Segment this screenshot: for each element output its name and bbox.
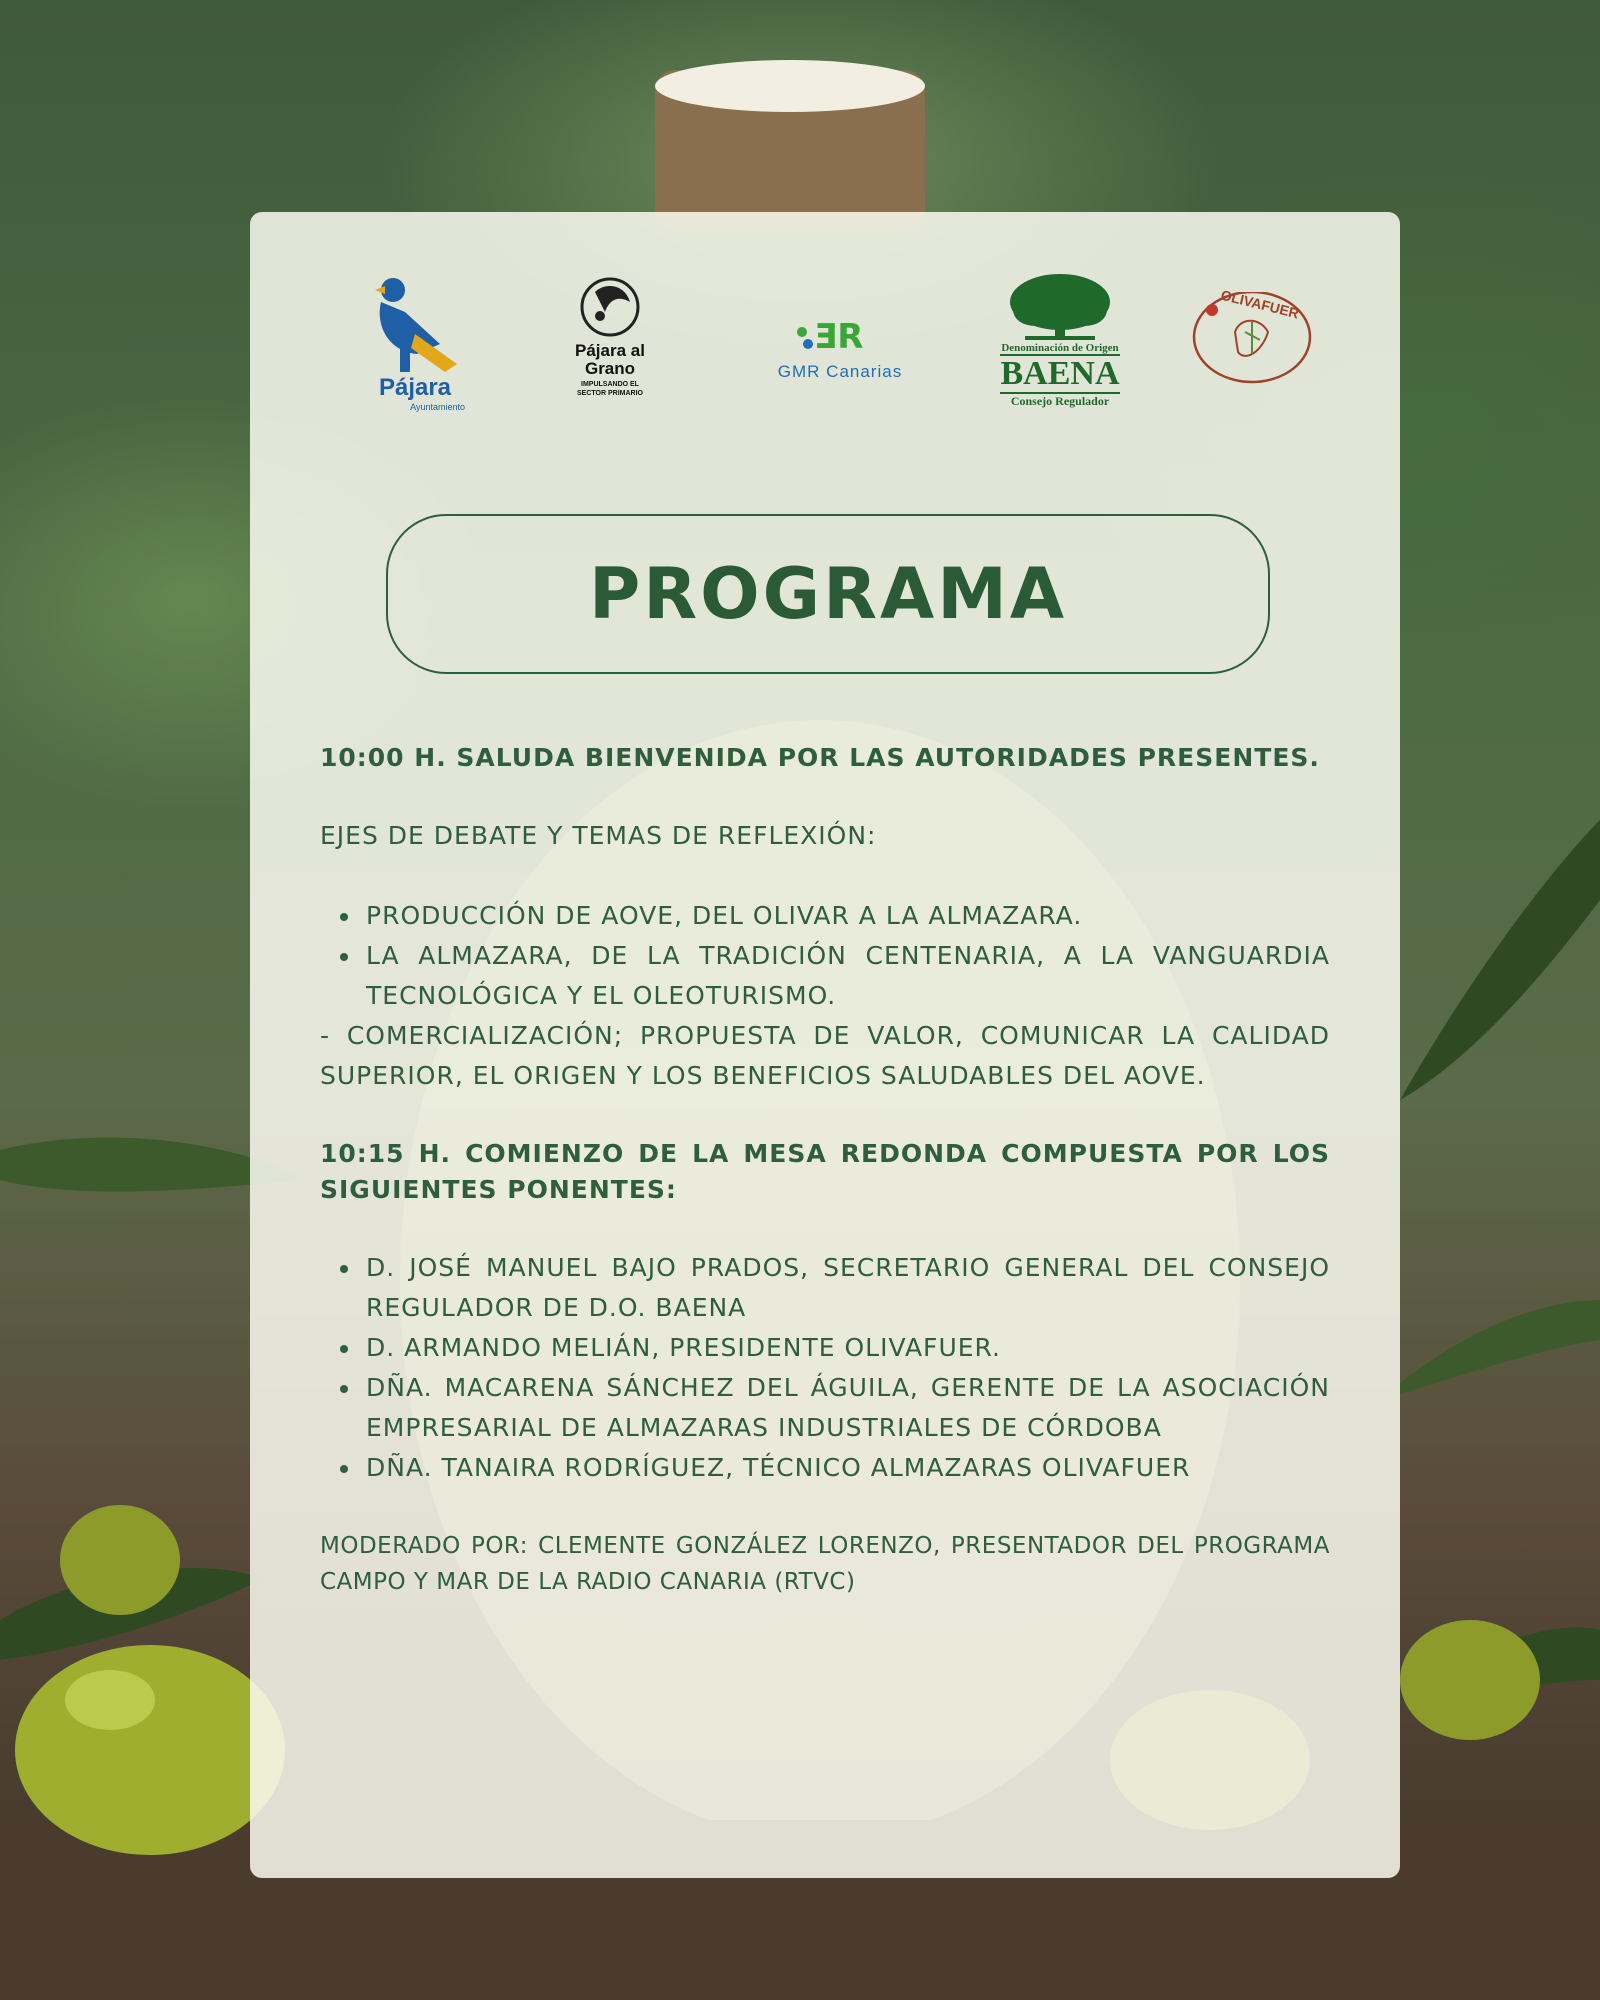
list-item: D. JOSÉ MANUEL BAJO PRADOS, SECRETARIO GENERAL DEL CONSEJO REGULADOR DE D.O. BAENA [320,1248,1330,1328]
speakers-list [320,1248,1330,1488]
moderator-text: MODERADO POR: CLEMENTE GONZÁLEZ LORENZO, PRESENTADOR DEL PROGRAMA CAMPO Y MAR DE LA RADIO CANARIA (RTVC) [320,1533,1330,1595]
logo-text: Pájara [378,374,452,401]
section2-heading: 10:15 H. COMIENZO DE LA MESA REDONDA COMPUESTA POR LOS SIGUIENTES PONENTES: [320,1139,1330,1204]
logo-text-top: Denominación de Origen [1001,342,1119,354]
section1-heading: 10:00 H. SALUDA BIENVENIDA POR LAS AUTORIDADES PRESENTES. [320,743,1320,772]
section1-extra-item: - COMERCIALIZACIÓN; PROPUESTA DE VALOR, COMUNICAR LA CALIDAD SUPERIOR, EL ORIGEN Y LOS BENEFICIOS SALUDABLES DEL AOVE. [320,1021,1330,1090]
list-item: PRODUCCIÓN DE AOVE, DEL OLIVAR A LA ALMAZARA. [320,896,1330,936]
logo-text: GMR Canarias [777,362,903,381]
list-item: DÑA. MACARENA SÁNCHEZ DEL ÁGUILA, GERENTE DE LA ASOCIACIÓN EMPRESARIAL DE ALMAZARAS INDUSTRIALES DE CÓRDOBA [320,1368,1330,1448]
sponsor-logos [250,272,1400,422]
gmr-canarias-logo [750,272,930,422]
olivafuer-logo [1190,272,1320,422]
pajara-ayuntamiento-logo [345,272,485,422]
list-item: LA ALMAZARA, DE LA TRADICIÓN CENTENARIA, A LA VANGUARDIA TECNOLÓGICA Y EL OLEOTURISMO. [320,936,1330,1016]
goat-icon [560,272,660,342]
page-title: PROGRAMA [588,553,1068,635]
debate-topics-list [320,896,1330,1016]
baena-logo [985,272,1135,422]
logo-text: BAENA [1000,355,1120,392]
list-item: DÑA. TANAIRA RODRÍGUEZ, TÉCNICO ALMAZARAS OLIVAFUER [320,1448,1330,1488]
program-card [250,212,1400,1878]
section1-intro: EJES DE DEBATE Y TEMAS DE REFLEXIÓN: [320,821,877,850]
tree-icon [985,272,1135,342]
program-title-box [386,514,1270,674]
logo-subtext: Ayuntamiento [410,402,465,412]
logo-text: OLIVAFUER [1219,286,1301,322]
bird-icon [345,272,485,382]
logo-subtext: IMPULSANDO EL SECTOR PRIMARIO [577,381,643,397]
list-item: D. ARMANDO MELIÁN, PRESIDENTE OLIVAFUER. [320,1328,1330,1368]
logo-subtext: Consejo Regulador [1010,394,1110,408]
svg-text:ƎR: ƎR [814,317,864,357]
program-content [320,740,1330,1600]
pajara-al-grano-logo [560,272,660,422]
logo-text: Pájara al Grano [575,341,645,378]
